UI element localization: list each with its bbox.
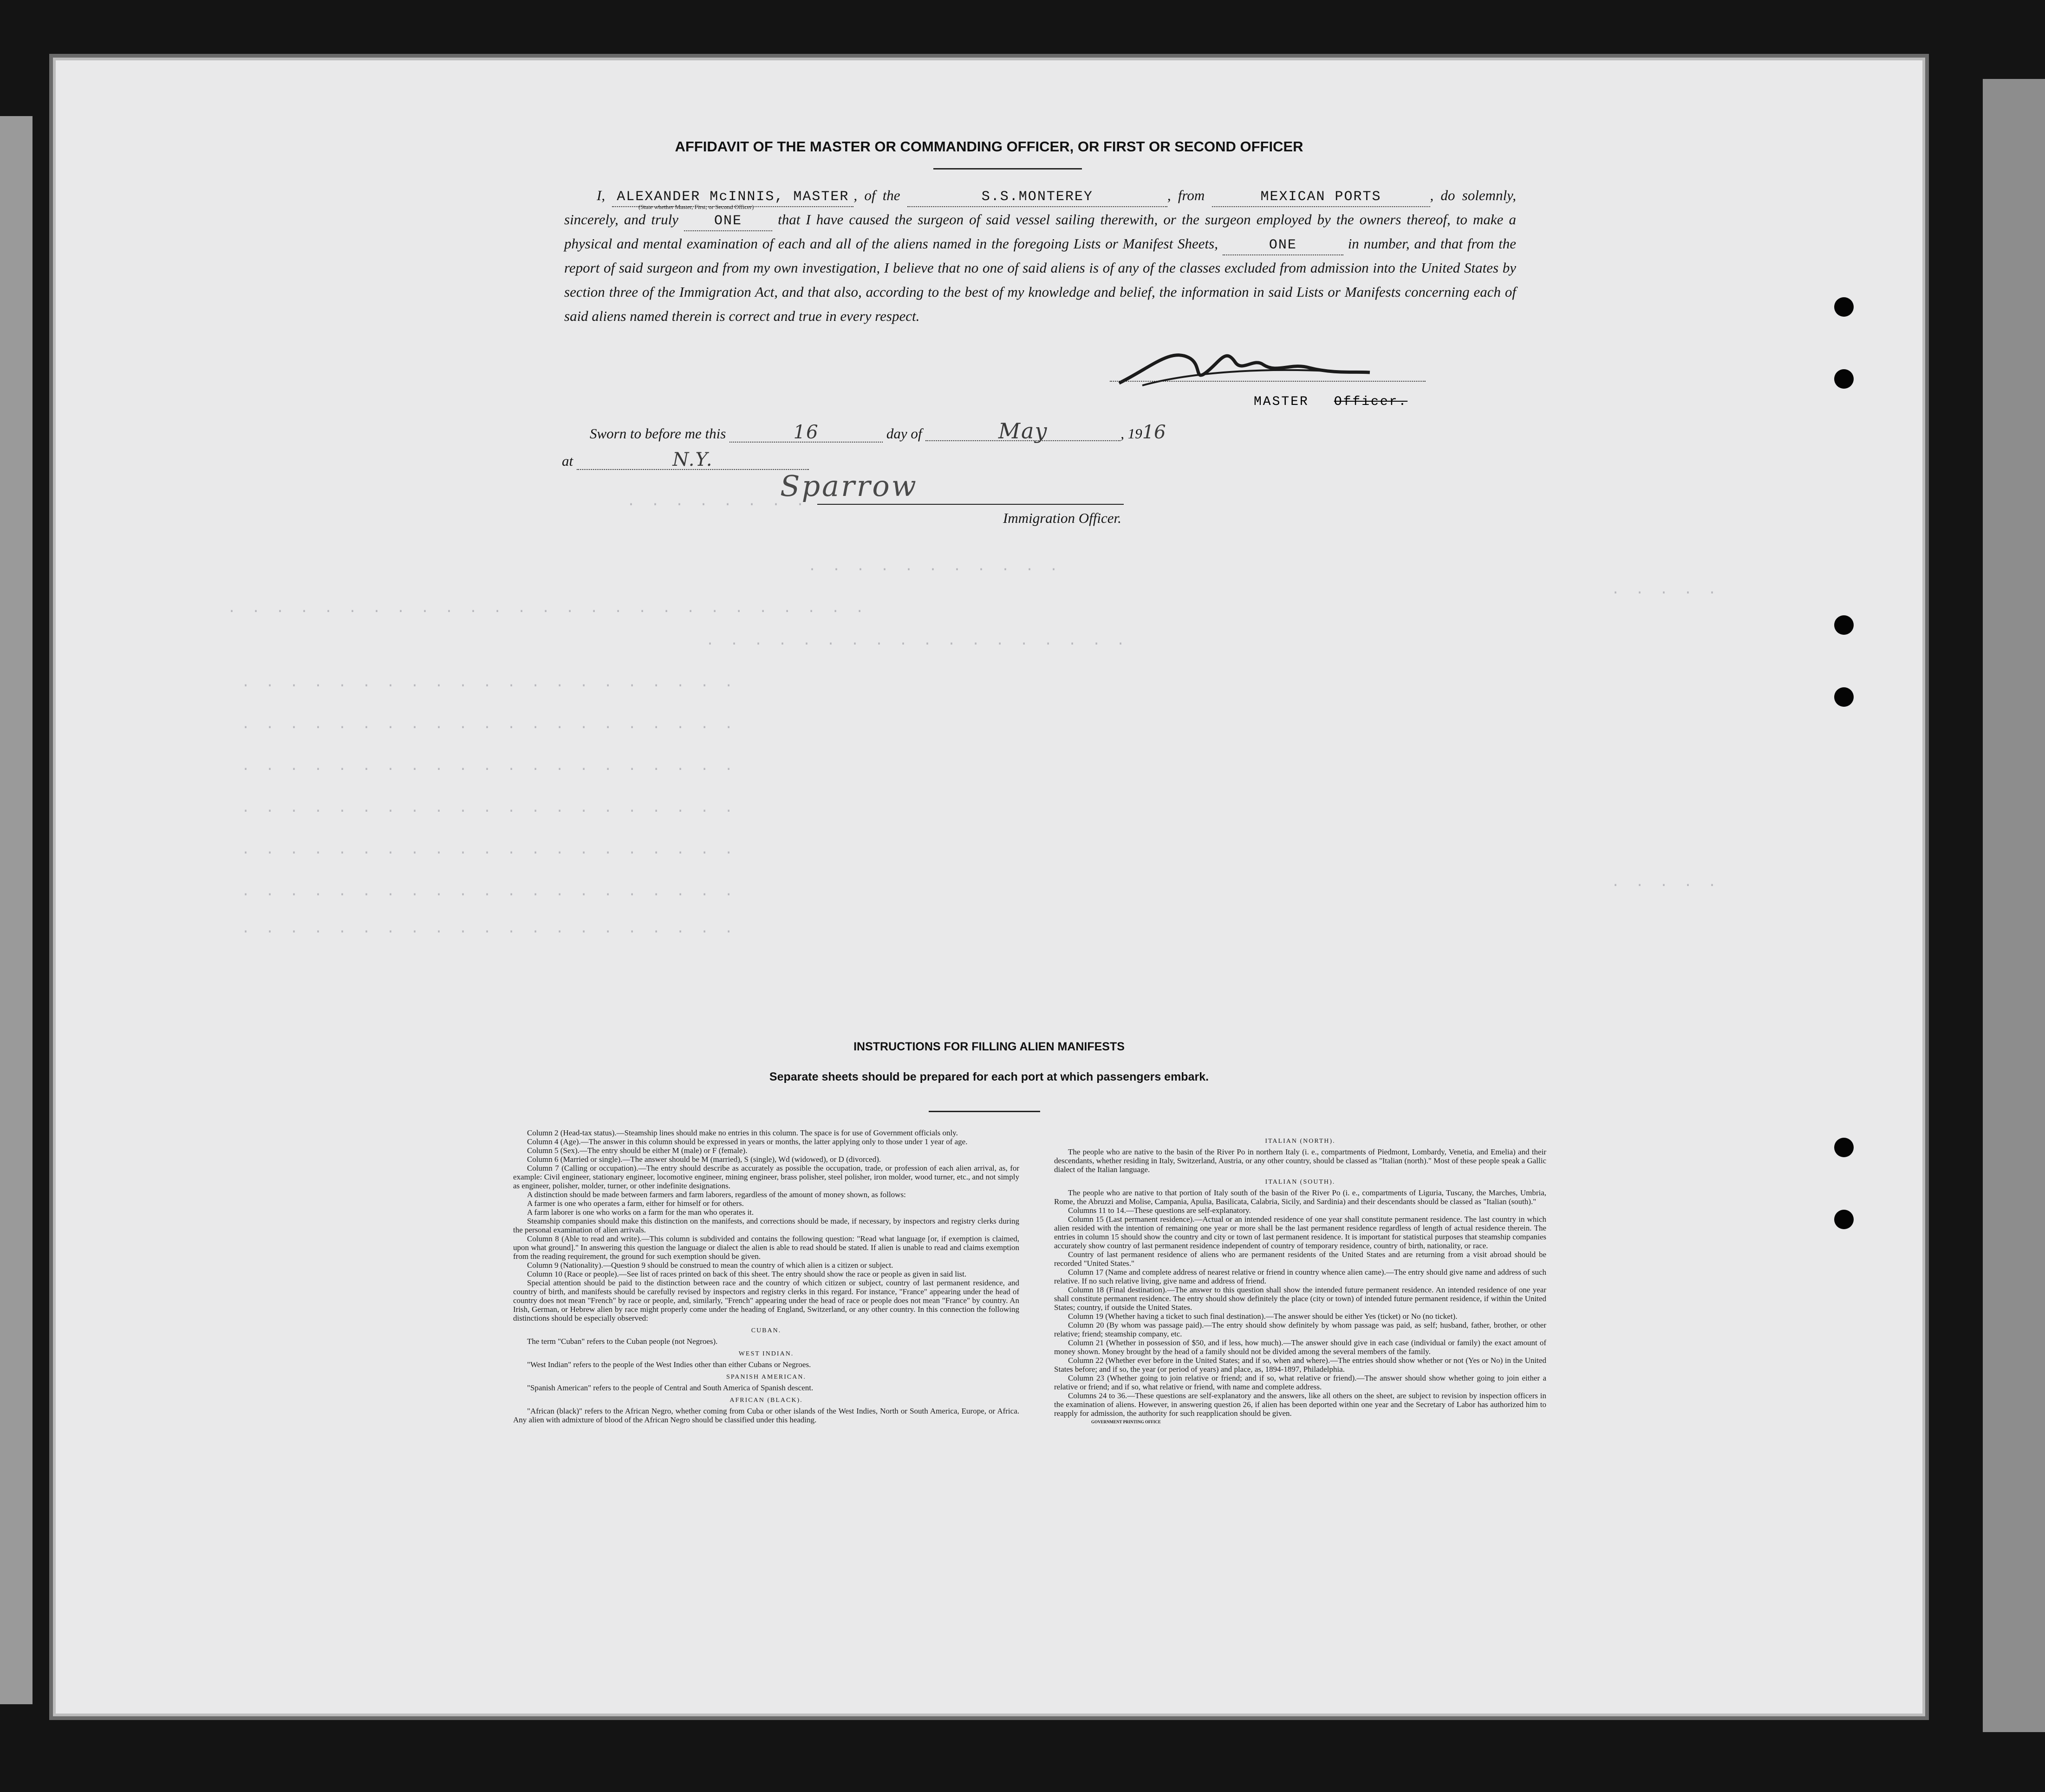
master-signature-title	[1254, 395, 1407, 409]
affidavit-text-2: in number, and that from the report of said surgeon and from my own investigation, I believe that no one of said aliens is of any of the classes excluded from admission into the United States by section three of the Immigration Act, and that also, according to the best of my knowledge and belief, the information in said Lists or Manifests concerning each of said aliens named therein is correct and true in every respect.	[564, 235, 1517, 324]
from-text: , from	[1167, 187, 1205, 203]
intro-text: I,	[597, 187, 606, 203]
instruction-paragraph: Column 7 (Calling or occupation).—The entry should describe as accurately as possible the occupation, trade, or profession of each alien arrival, as, for example: Civil engineer, stationary engineer, locomotive engineer, mining engineer, brass polisher, steel polisher, iron molder, wood turner, etc., and not simply as engineer, polisher, molder, turner, or other indefinite designations.	[513, 1164, 1019, 1190]
rank-note: (State whether Master, First, or Second Officer)	[638, 203, 754, 210]
instruction-paragraph: A farmer is one who operates a farm, either for himself or for others.	[527, 1199, 744, 1208]
instruction-paragraph: Country of last permanent residence of aliens who are permanent residents of the United States and are returning from a visit abroad should be recorded "United States."	[1054, 1250, 1546, 1268]
do-text: , do	[1430, 187, 1455, 203]
right-neighbor-page	[1983, 79, 2045, 1732]
african-heading: AFRICAN (BLACK).	[729, 1397, 803, 1404]
year-suffix: 16	[1142, 422, 1166, 443]
instruction-paragraph: Special attention should be paid to the distinction between race and the country of which citizen or subject, country of last permanent residence, and country of birth, and manifests should be carefully revised by inspectors and registry clerks in this regard. For instance, "France" appearing under the head of country does not mean "French" by race or people, and, similarly, "French" appearing under the head of race or people does not mean "France" by country. An Irish, German, or Hebrew alien by race might properly come under the heading of England, Switzerland, or any other country. In this connection the following distinctions should be especially observed:	[513, 1278, 1019, 1323]
instruction-paragraph: Column 18 (Final destination).—The answer to this question shall show the intended future permanent residence. An intended residence of one year shall constitute permanent residence. The entry should show definitely the place (city or town) of intended future permanent residence, if within the United States; country, if outside the United States.	[1054, 1285, 1546, 1312]
italian-south-heading: ITALIAN (SOUTH).	[1265, 1179, 1335, 1186]
instruction-paragraph: Column 20 (By whom was passage paid).—The entry should show definitely by whom passage was paid, as self; husband, father, brother, or other relative; friend; steamship company, etc.	[1054, 1321, 1546, 1338]
at-line	[562, 450, 809, 470]
title-rule	[933, 168, 1082, 169]
instructions-left-column	[513, 1128, 1019, 1424]
swear-count-field: ONE	[684, 212, 772, 231]
instructions-rule	[929, 1111, 1040, 1112]
cuban-heading: CUBAN.	[751, 1327, 782, 1334]
instruction-paragraph: Column 6 (Married or single).—The answer should be M (married), S (single), Wd (widowed), or D (divorced).	[527, 1155, 881, 1164]
spanish-american-text: "Spanish American" refers to the people of Central and South America of Spanish descent.	[527, 1383, 814, 1392]
italian-south-text: The people who are native to that portion of Italy south of the basin of the River Po (i. e., compartments of Liguria, Tuscany, the Marches, Umbria, Rome, the Abruzzi and Molise, Campania, Apulia, Basilicata, Calabria, Sicily, and Sardinia) and their descendants should be classed as "Italian (south)."	[1054, 1188, 1546, 1206]
instruction-paragraph: Column 4 (Age).—The answer in this column should be expressed in years or months, the latter applying only to those under 1 year of age.	[527, 1137, 968, 1146]
instruction-paragraph: Column 8 (Able to read and write).—This column is subdivided and contains the following question: "Read what language [or, if exemption is claimed, upon what ground]." In answering this question the language or dialect the alien is able to read should be stated. If alien is unable to read and claims exemption from the reading requirement, the ground for such exemption should be given.	[513, 1234, 1019, 1261]
west-indian-heading: WEST INDIAN.	[738, 1350, 794, 1357]
at-place-field: N.Y.	[577, 450, 809, 470]
instruction-paragraph: Column 10 (Race or people).—See list of races printed on back of this sheet. The entry should show the race or people as given in said list.	[527, 1270, 967, 1278]
affidavit-title: AFFIDAVIT OF THE MASTER OR COMMANDING OFFICER, OR FIRST OR SECOND OFFICER	[675, 138, 1303, 155]
year-prefix: , 19	[1120, 425, 1142, 442]
officer-signature: Sparrow	[780, 469, 918, 503]
master-signature-line	[1110, 381, 1426, 382]
italian-north-text: The people who are native to the basin of the River Po in northern Italy (i. e., compartments of Piedmont, Lombardy, Venetia, and Emelia) and their descendants, whether residing in Italy, Switzerland, Austria, or any other country, should be classed as "Italian (north)." Most of these people speak a Gallic dialect of the Italian language.	[1054, 1147, 1546, 1174]
printer-imprint: GOVERNMENT PRINTING OFFICE	[1091, 1420, 1161, 1424]
punch-hole	[1834, 687, 1854, 707]
left-neighbor-page	[0, 116, 33, 1704]
sworn-text: Sworn to before me this	[590, 425, 726, 442]
italian-north-heading: ITALIAN (NORTH).	[1265, 1138, 1335, 1145]
instruction-paragraph: Columns 11 to 14.—These questions are self-explanatory.	[1068, 1206, 1251, 1215]
master-signature	[1114, 339, 1374, 395]
cuban-text: The term "Cuban" refers to the Cuban people (not Negroes).	[527, 1337, 718, 1346]
day-of-text: day of	[886, 425, 922, 442]
at-text: at	[562, 453, 573, 469]
ports-field: MEXICAN PORTS	[1212, 188, 1430, 207]
vessel-field: S.S.MONTEREY	[907, 188, 1167, 207]
african-text: "African (black)" refers to the African Negro, whether coming from Cuba or other islands of the West Indies, North or South America, Europe, or Africa. Any alien with admixture of blood of the African Negro should be classified under this heading.	[513, 1407, 1019, 1424]
instructions-subtitle: Separate sheets should be prepared for each port at which passengers embark.	[769, 1070, 1209, 1083]
punch-hole	[1834, 297, 1854, 317]
sworn-line	[590, 418, 1166, 443]
punch-hole	[1834, 1210, 1854, 1229]
instruction-paragraph: A distinction should be made between farmers and farm laborers, regardless of the amount of money shown, as follows:	[527, 1190, 906, 1199]
of-the-text: , of the	[853, 187, 900, 203]
spanish-american-heading: SPANISH AMERICAN.	[726, 1374, 806, 1381]
solemnly-text: solemnly, sincerely, and truly	[564, 187, 1516, 228]
instruction-paragraph: Column 9 (Nationality).—Question 9 should be construed to mean the country of which alien is a citizen or subject.	[527, 1261, 893, 1270]
punch-hole	[1834, 1138, 1854, 1157]
officer-title-text: Officer.	[1334, 395, 1408, 409]
instruction-paragraph: Column 22 (Whether ever before in the United States; and if so, when and where).—The entries should show whether or not (Yes or No) in the United States before; and if so, the year (or period of years) and place, as, 1894-1897, Philadelphia.	[1054, 1356, 1546, 1374]
sworn-day-field: 16	[729, 423, 883, 443]
instruction-paragraph: Column 15 (Last permanent residence).—Actual or an intended residence of one year shall constitute permanent residence. The last country in which alien resided with the intention of remaining one year or more shall be the last permanent residence regardless of length of actual residence therein. The entries in column 15 should show the country and city or town of last permanent residence. It is important for statistical purposes that steamship companies accurately show country of last permanent residence independent of country of temporary residence, country of birth, nationality, or race.	[1054, 1215, 1546, 1250]
instruction-paragraph: A farm laborer is one who works on a farm for the man who operates it.	[527, 1208, 754, 1217]
instruction-paragraph: Columns 24 to 36.—These questions are self-explanatory and the answers, like all others on the sheet, are subject to revision by inspection officers in the examination of aliens. However, in answering question 26, if alien has been deported within one year and the Secretary of Labor has authorized him to reapply for admission, the authority for such reapplication should be given.	[1054, 1391, 1546, 1418]
instruction-paragraph: Column 23 (Whether going to join relative or friend; and if so, what relative or friend).—The answer should show whether going to join either a relative or friend; and if so, what relative or friend, with name and complete address.	[1054, 1374, 1546, 1391]
sheets-count-field: ONE	[1223, 236, 1343, 255]
instructions-right-column	[1054, 1133, 1546, 1427]
punch-hole	[1834, 615, 1854, 635]
instruction-paragraph: Column 21 (Whether in possession of $50, and if less, how much).—The answer should give in each case (individual or family) the exact amount of money shown. Money brought by the head of a family should not be divided among the several members of the family.	[1054, 1338, 1546, 1356]
instruction-paragraph: Column 2 (Head-tax status).—Steamship lines should make no entries in this column. The space is for use of Government officials only.	[527, 1128, 958, 1137]
affidavit-text-1: that I have caused the surgeon of said vessel sailing therewith, or the surgeon employed by the owners thereof, to make a physical and mental examination of each and all of the aliens named in the foregoing Lists or Manifest Sheets,	[564, 211, 1516, 252]
instruction-paragraph: Column 19 (Whether having a ticket to such final destination).—The answer should be either Yes (ticket) or No (no ticket).	[1068, 1312, 1458, 1321]
officer-signature-line	[817, 504, 1124, 505]
instruction-paragraph: Steamship companies should make this distinction on the manifests, and corrections should be made, if necessary, by inspectors and registry clerks during the personal examination of alien arrivals.	[513, 1217, 1019, 1234]
punch-hole	[1834, 369, 1854, 389]
west-indian-text: "West Indian" refers to the people of the West Indies other than either Cubans or Negroes.	[527, 1360, 811, 1369]
master-name-field: ALEXANDER McINNIS, MASTER	[612, 188, 853, 207]
instruction-paragraph: Column 17 (Name and complete address of nearest relative or friend in country whence alien came).—The entry should give name and address of such relative. If no such relative living, give name and address of friend.	[1054, 1268, 1546, 1285]
officer-title: Immigration Officer.	[1003, 510, 1121, 526]
manifest-sheet: · · · · · · · · · · · · · · · · · · · · · · · · · · · · · · · · · · · · · · · · · · · · · · · · · · · · · · · · · · · · · · · · · · · · · · · · · · · · · · · · · · · · · · · · · · · · · · · · · · · · · · · · · · · · · · · · · · · · · · · · · · · · · · · · · · · · · · · · · · · · · · · · · · · · · · · · · · · · · · · · · · · · · · · · · · · · · · · · · · · · · · · · · · · · · · · · · · · · · · · · · · · · · · · · · · · · · · · · · · · · · AFFIDAVIT OF THE MASTER OR COMMANDING OFFICER, OR FIRST OR SECOND OFFICER I, ALEXANDER McINNIS, MASTER , of the S.S.MONTEREY , from MEXICAN PORTS , do solemnly, sincerely, and truly ONE that I have caused the surgeon of said vessel sailing therewith, or the surgeon employed by the owners thereof, to make a physical and mental examination of each and all of the aliens named in the foregoing Lists or Manifest Sheets, ONE in number, and that from the report of said surgeon and from my own investigation, I believe that no one of said aliens is of any of the classes excluded from admission into the United States by section three of the Immigration Act, and that also, according to the best of my knowledge and belief, the information in said Lists or Manifests concerning each of said aliens named therein is correct and true in every respect. (State whether Master, First, or Second Officer) MASTER Officer. Sworn to before me this 16 day of May , 1916 at N.Y. Sparrow Immigration Officer. INSTRUCTIONS FOR FILLING ALIEN MANIFESTS Separate sheets should be prepared for each port at which passengers embark. Column 2 (Head-tax status).—Steamship lines should make no entries in this column. The space is for use of Government officials only. Column 4 (Age).—The answer in this column should be expressed in years or months, the latter applying only to those under 1 year of age. Column 5 (Sex).—The entry should be either M (male) or F (female). Column 6 (Married or single).—The answer should be M (married), S (single), Wd (widowed), or D (divorced). Column 7 (Calling or occupation).—The entry should describe as accurately as possible the occupation, trade, or profession of each alien arrival, as, for example: Civil engineer, stationary engineer, locomotive engineer, mining engineer, brass polisher, steel polisher, iron molder, wood turner, etc., and not simply as engineer, polisher, molder, turner, or other indefinite designations. A distinction should be made between farmers and farm laborers, regardless of the amount of money shown, as follows: A farmer is one who operates a farm, either for himself or for others. A farm laborer is one who works on a farm for the man who operates it. Steamship companies should make this distinction on the manifests, and corrections should be made, if necessary, by inspectors and registry clerks during the personal examination of alien arrivals. Column 8 (Able to read and write).—This column is subdivided and contains the following question: "Read what language [or, if exemption is claimed, upon what ground]." In answering this question the language or dialect the alien is able to read should be stated. If alien is unable to read and claims exemption from the reading requirement, the ground for such exemption should be given. Column 9 (Nationality).—Question 9 should be construed to mean the country of which alien is a citizen or subject. Column 10 (Race or people).—See list of races printed on back of this sheet. The entry should show the race or people as given in said list. Special attention should be paid to the distinction between race and the country of which citizen or subject, country of last permanent residence, and country of birth, and manifests should be carefully revised by inspectors and registry clerks in this regard. For instance, "France" appearing under the head of country does not mean "French" by race or people, and, similarly, "French" appearing under the head of race or people does not mean "France" by country. An Irish, German, or Hebrew alien by race might properly come under the heading of England, Switzerland, or any other country. In this connection the following distinctions should be especially observed: CUBAN. The term "Cuban" refers to the Cuban people (not Negroes). WEST INDIAN. "West Indian" refers to the people of the West Indies other than either Cubans or Negroes. SPANISH AMERICAN. "Spanish American" refers to the people of Central and South America of Spanish descent. AFRICAN (BLACK). "African (black)" refers to the African Negro, whether coming from Cuba or other islands of the West Indies, North or South America, Europe, or Africa. Any alien with admixture of blood of the African Negro should be classified under this heading. ITALIAN (NORTH). The people who are native to the basin of the River Po in northern Italy (i. e., compartments of Piedmont, Lombardy, Venetia, and Emelia) and their descendants, whether residing in Italy, Switzerland, Austria, or any other country, should be classed as "Italian (north)." Most of these people speak a Gallic dialect of the Italian language. ITALIAN (SOUTH). The people who are native to that portion of Italy south of the basin of the River Po (i. e., compartments of Liguria, Tuscany, the Marches, Umbria, Rome, the Abruzzi and Molise, Campania, Apulia, Basilicata, Calabria, Sicily, and Sardinia) and their descendants should be classed as "Italian (south)." Columns 11 to 14.—These questions are self-explanatory. Column 15 (Last permanent residence).—Actual or an intended residence of one year shall constitute permanent residence. The last country in which alien resided with the intention of remaining one year or more shall be the last permanent residence regardless of length of actual residence therein. The entries in column 15 should show the country and city or town of last permanent residence. It is important for statistical purposes that steamship companies accurately show country of last permanent residence independent of country of temporary residence, country of birth, nationality, or race. Country of last permanent residence of aliens who are permanent residents of the United States and are returning from a visit abroad should be recorded "United States." Column 17 (Name and complete address of nearest relative or friend in country whence alien came).—The entry should give name and address of such relative. If no such relative living, give name and address of friend. Column 18 (Final destination).—The answer to this question shall show the intended future permanent residence. An intended residence of one year shall constitute permanent residence. The entry should show definitely the place (city or town) of intended future permanent residence, if within the United States; country, if outside the United States. Column 19 (Whether having a ticket to such final destination).—The answer should be either Yes (ticket) or No (no ticket). Column 20 (By whom was passage paid).—The entry should show definitely by whom passage was paid, as self; husband, father, brother, or other relative; friend; steamship company, etc. Column 21 (Whether in possession of $50, and if less, how much).—The answer should give in each case (individual or family) the exact amount of money shown. Money brought by the head of a family should not be divided among the several members of the family. Column 22 (Whether ever before in the United States; and if so, when and where).—The entries should show whether or not (Yes or No) in the United States before; and if so, the year (or period of years) and place, as, 1894-1897, Philadelphia. Column 23 (Whether going to join relative or friend; and if so, what relative or friend).—The answer should show whether going to join either a relative or friend; and if so, what relative or friend, with name and complete address. Columns 24 to 36.—These questions are self-explanatory and the answers, like all others on the sheet, are subject to revision by inspection officers in the examination of aliens. However, in answering question 26, if alien has been deported within one year and the Secretary of Labor has authorized him to reapply for admission, the authority for such reapplication should be given. GOVERNMENT PRINTING OFFICE	[56, 60, 1922, 1714]
instruction-paragraph: Column 5 (Sex).—The entry should be either M (male) or F (female).	[527, 1146, 748, 1155]
sworn-month-field: May	[925, 422, 1120, 441]
master-title-text: MASTER	[1254, 395, 1309, 409]
instructions-title: INSTRUCTIONS FOR FILLING ALIEN MANIFESTS	[853, 1040, 1125, 1053]
